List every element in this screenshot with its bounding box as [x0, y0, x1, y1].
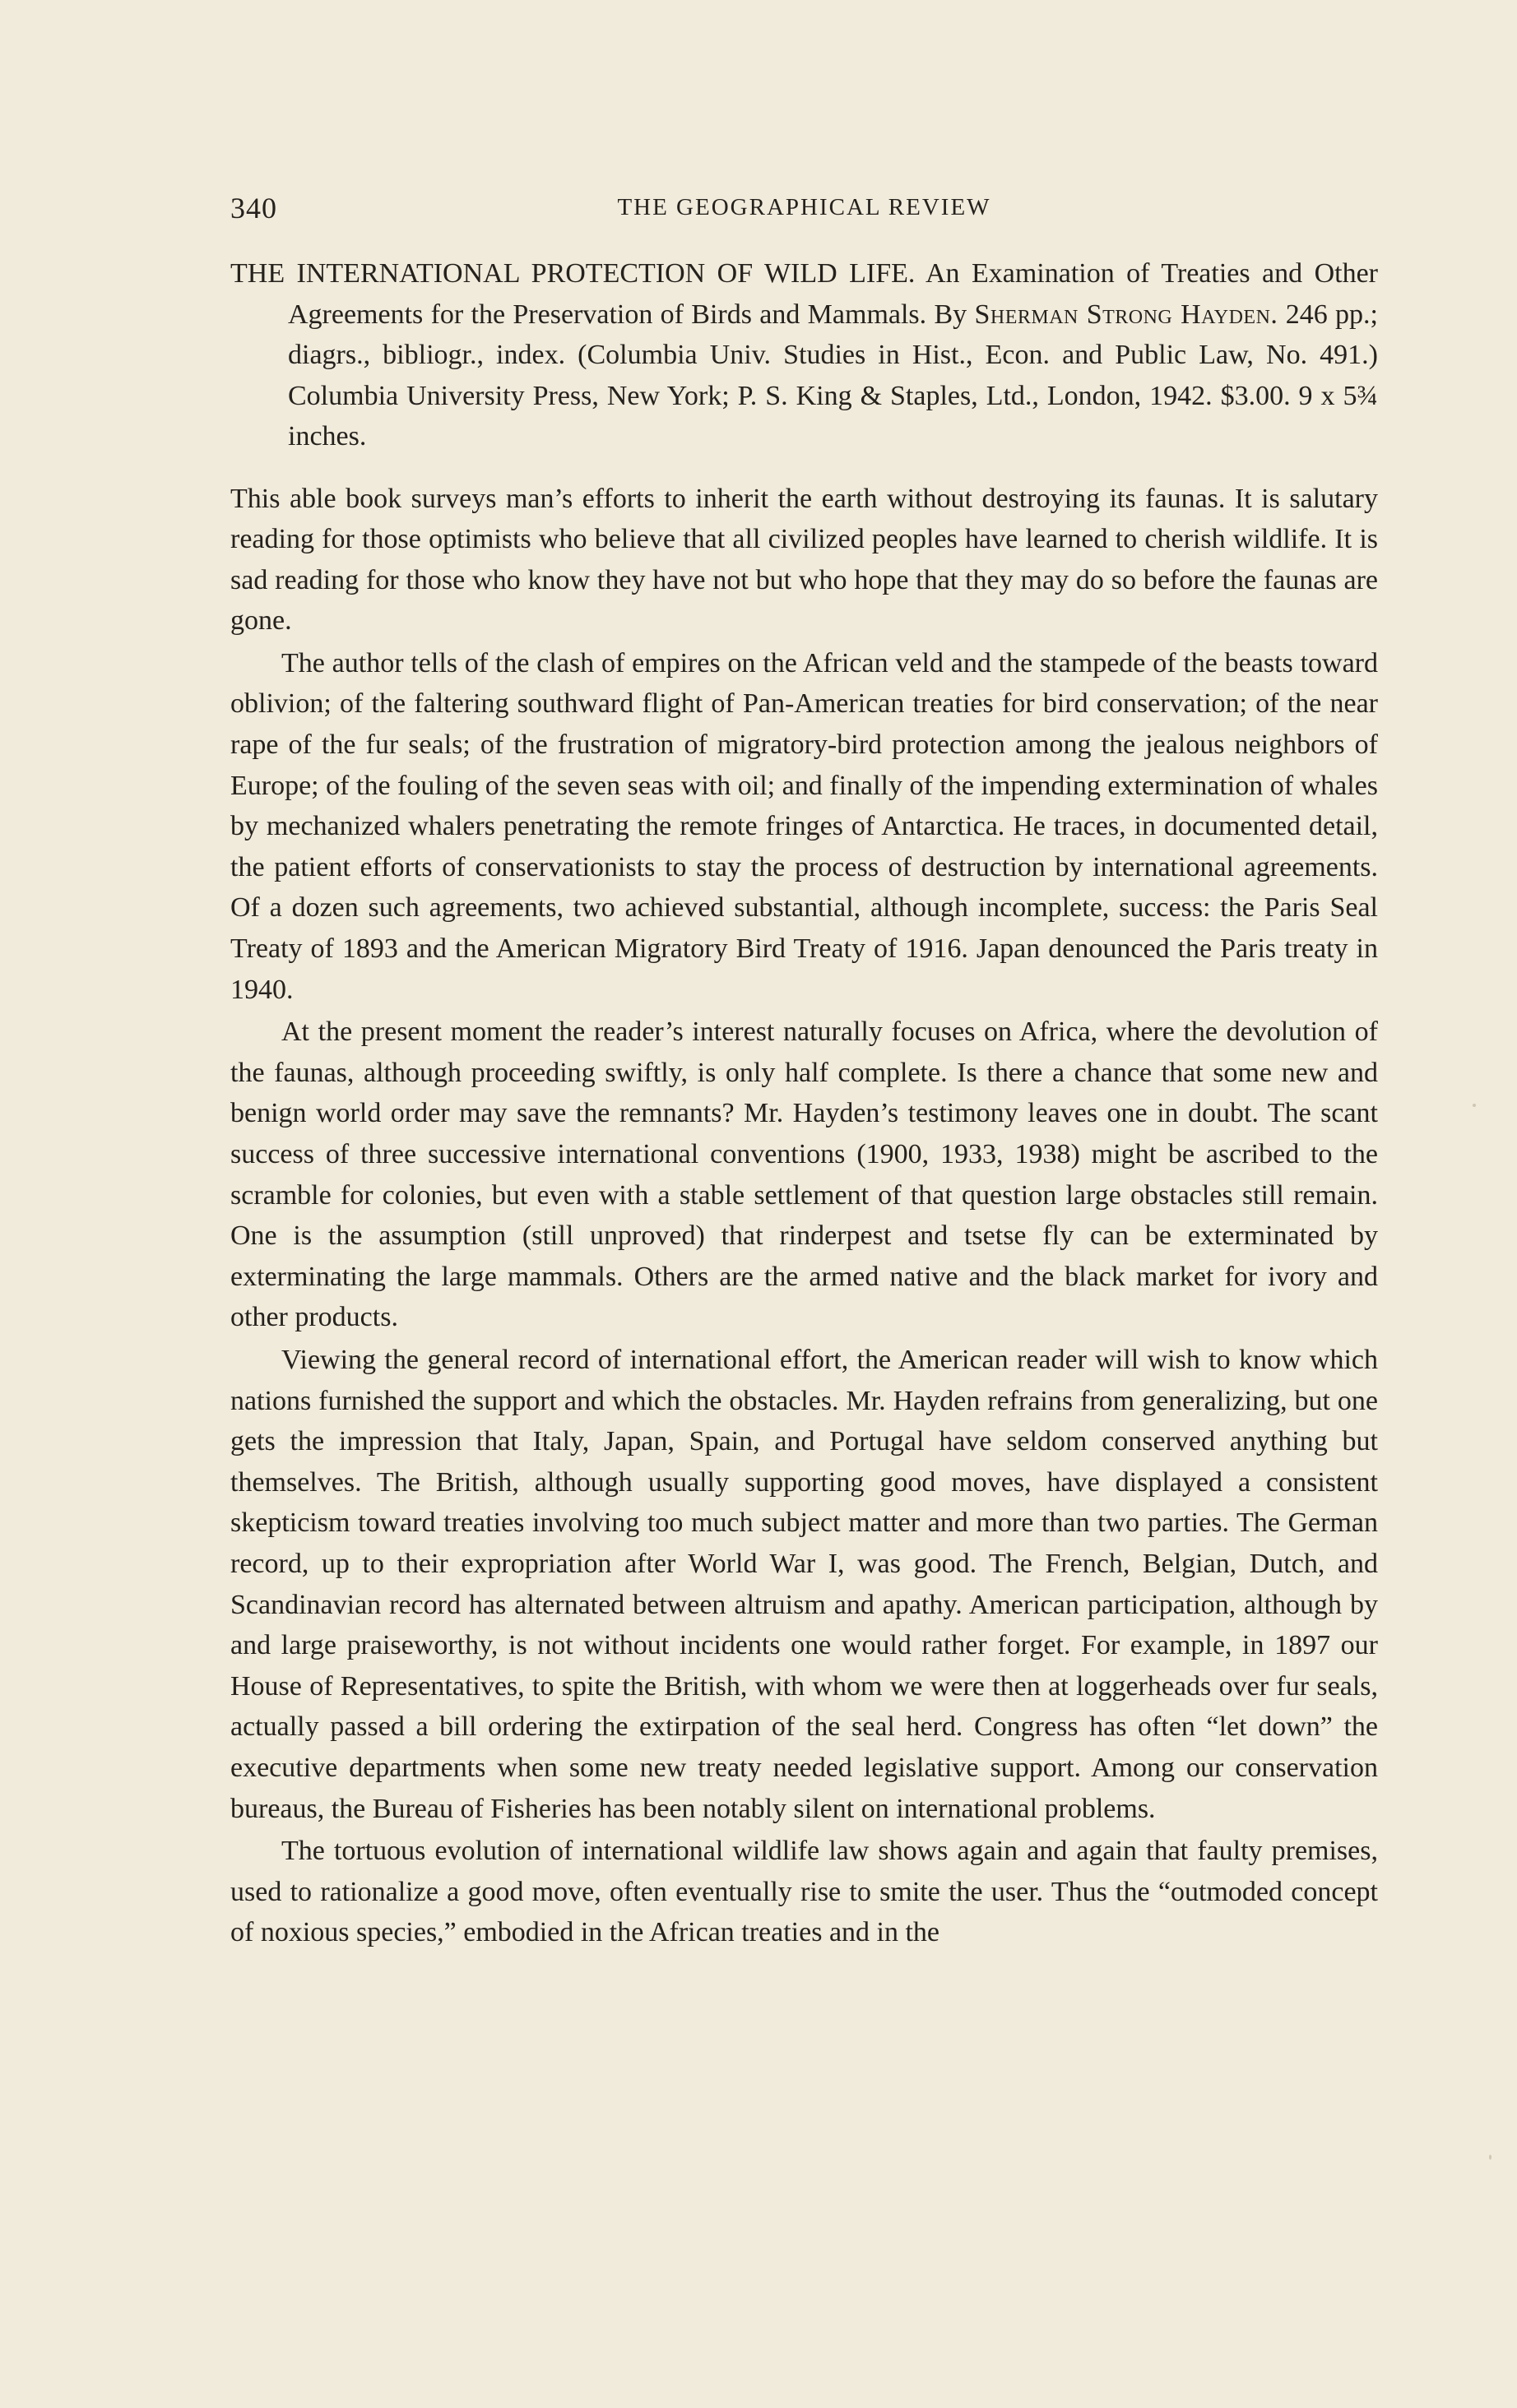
review-paragraph: At the present moment the reader’s interest naturally focuses on Africa, where the devolution of the faunas, although proceeding swiftly, is only half complete. Is there a chance that some new and benign world order may save the remnants? Mr. Hayden’s testimony leaves one in doubt. The scant success of three successive international conventions (1900, 1933, 1938) might be ascribed to the scramble for colonies, but even with a stable settlement of that question large obstacles still remain. One is the assumption (still unproved) that rinderpest and tsetse fly can be exterminated by exterminating the large mammals. Others are the armed native and the black market for ivory and other products. — [230, 1016, 1378, 1333]
book-subtitle: An Examination of Treaties and Other Agreements for the Preservation of Birds and Mammals. By — [288, 258, 1379, 330]
review-paragraph: The tortuous evolution of international wildlife law shows again and again that faulty premises, used to rationalize a good move, often eventually rise to smite the user. Thus the “outmoded concept of noxious species,” embodied in the African treaties and in the — [230, 1836, 1378, 1948]
book-review — [230, 253, 1378, 1955]
journal-title: THE GEOGRAPHICAL REVIEW — [617, 194, 991, 220]
review-paragraph: Viewing the general record of international effort, the American reader will wish to know which nations furnished the support and which the obstacles. Mr. Hayden refrains from generalizing, but one gets the impression that Italy, Japan, Spain, and Portugal have seldom conserved anything but themselves. The British, although usually supporting good moves, have displayed a consistent skepticism toward treaties involving too much subject matter and more than two parties. The German record, up to their expropriation after World War I, was good. The French, Belgian, Dutch, and Scandinavian record has alternated between altruism and apathy. American participation, although by and large praiseworthy, is not without incidents one would rather forget. For example, in 1897 our House of Representatives, to spite the British, with whom we were then at loggerheads over fur seals, actually passed a bill ordering the extirpation of the seal herd. Congress has often “let down” the executive departments when some new treaty needed legislative support. Among our conservation bureaus, the Bureau of Fisheries has been notably silent on international problems. — [230, 1344, 1378, 1824]
review-paragraph: This able book surveys man’s efforts to inherit the earth without destroying its faunas. It is salutary reading for those optimists who believe that all civilized peoples have learned to cherish wildlife. It is sad reading for those who know they have not but who hope that they may do so before the faunas are gone. — [230, 483, 1378, 637]
running-head — [230, 191, 1378, 232]
paper-speck — [1489, 2155, 1491, 2160]
review-paragraph: The author tells of the clash of empires on the African veld and the stampede of the beasts toward oblivion; of the faltering southward flight of Pan-American treaties for bird conservation; of the near rape of the fur seals; of the frustration of migratory-bird protection among the jealous neighbors of Europe; of the fouling of the seven seas with oil; and finally of the impending extermination of whales by mechanized whalers penetrating the remote fringes of Antarctica. He traces, in documented detail, the patient efforts of conservationists to stay the process of destruction by international agreements. Of a dozen such agreements, two achieved substantial, although incomplete, success: the Paris Seal Treaty of 1893 and the American Migratory Bird Treaty of 1916. Japan denounced the Paris treaty in 1940. — [230, 647, 1378, 1005]
review-body — [230, 479, 1378, 1953]
book-citation — [230, 253, 1378, 457]
book-title: THE INTERNATIONAL PROTECTION OF WILD LIFE. — [230, 258, 916, 289]
book-author: Sherman Strong Hayden. — [974, 299, 1278, 330]
page-number: 340 — [230, 192, 277, 225]
publication-details: 246 pp.; diagrs., bibliogr., index. (Columbia Univ. Studies in Hist., Econ. and Public Law, No. 491.) Columbia University Press, New York; P. S. King & Staples, Ltd., London, 1942. $3.00. 9 x 5¾ inches. — [288, 299, 1378, 452]
paper-speck — [1473, 1104, 1476, 1107]
